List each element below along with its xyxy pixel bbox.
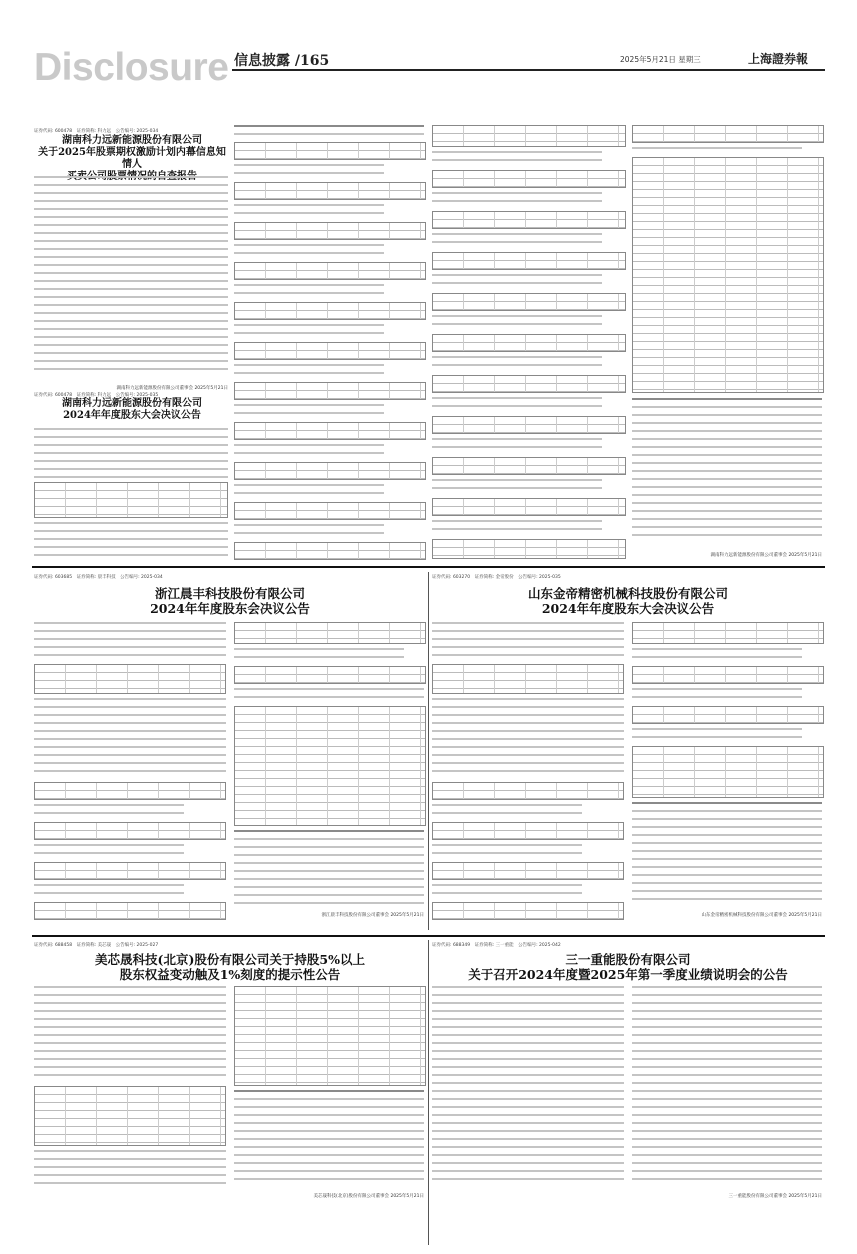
resolution-title bbox=[234, 324, 384, 340]
masthead: Disclosure bbox=[34, 46, 229, 89]
issue-date: 2025年5月21日 星期三 bbox=[620, 55, 701, 64]
resolution-title bbox=[234, 524, 384, 540]
data-table bbox=[234, 262, 426, 280]
vote-table bbox=[632, 157, 824, 393]
data-table bbox=[432, 457, 626, 475]
header-rule bbox=[232, 69, 825, 71]
data-table bbox=[34, 782, 226, 800]
article-body bbox=[632, 986, 822, 1186]
section-title: 信息披露 /165 bbox=[234, 53, 330, 69]
data-table bbox=[234, 342, 426, 360]
data-table bbox=[432, 252, 626, 270]
data-table bbox=[234, 382, 426, 400]
signature: 浙江晨丰科技股份有限公司董事会 2025年5月21日 bbox=[321, 913, 424, 918]
article-body bbox=[632, 802, 822, 910]
data-table bbox=[234, 302, 426, 320]
resolution-title bbox=[632, 648, 802, 664]
signature: 三一重能股份有限公司董事会 2025年5月21日 bbox=[728, 1194, 822, 1199]
data-table bbox=[432, 862, 624, 880]
data-table bbox=[632, 706, 824, 724]
data-table bbox=[432, 902, 624, 920]
resolution-title bbox=[432, 356, 602, 372]
resolution-title bbox=[432, 804, 582, 820]
article-body bbox=[34, 428, 228, 480]
data-table bbox=[34, 664, 226, 694]
section-divider-top bbox=[32, 566, 825, 568]
data-table bbox=[34, 902, 226, 920]
resolution-title bbox=[34, 884, 184, 900]
data-table bbox=[234, 542, 426, 560]
resolution-title bbox=[432, 315, 602, 331]
data-table bbox=[234, 502, 426, 520]
resolution-title bbox=[234, 648, 404, 664]
data-table bbox=[432, 782, 624, 800]
data-table bbox=[34, 1086, 226, 1146]
data-table bbox=[234, 422, 426, 440]
resolution-title bbox=[432, 151, 602, 167]
resolution-title bbox=[432, 192, 602, 208]
article-body bbox=[34, 522, 228, 562]
resolution-title bbox=[234, 244, 384, 260]
article-title-1: 湖南科力远新能源股份有限公司 关于2025年股票期权激励计划内幕信息知情人 bbox=[38, 135, 226, 170]
signature: 山东金帝精密机械科技股份有限公司董事会 2025年5月21日 bbox=[701, 913, 822, 918]
data-table bbox=[234, 986, 426, 1086]
article-body bbox=[34, 622, 226, 662]
article-title-3: 浙江晨丰科技股份有限公司 2024年年度股东会决议公告 bbox=[150, 586, 310, 616]
resolution-title bbox=[234, 284, 384, 300]
resolution-title bbox=[234, 364, 384, 380]
data-table bbox=[432, 539, 626, 559]
data-table bbox=[34, 482, 228, 518]
data-table bbox=[234, 462, 426, 480]
resolution-title bbox=[234, 484, 384, 500]
article-body bbox=[234, 1090, 424, 1186]
data-table bbox=[34, 862, 226, 880]
resolution-title bbox=[234, 688, 424, 704]
data-table bbox=[632, 125, 824, 143]
resolution-title bbox=[234, 164, 384, 180]
data-table bbox=[432, 416, 626, 434]
article-body bbox=[34, 698, 226, 778]
article-title-6: 三一重能股份有限公司 关于召开2024年度暨2025年第一季度业绩说明会的公告 bbox=[468, 952, 788, 982]
signature: 美芯晟科技(北京)股份有限公司董事会 2025年5月21日 bbox=[313, 1194, 424, 1199]
article-title-5: 美芯晟科技(北京)股份有限公司关于持股5%以上 股东权益变动触及1%刻度的提示性公告 bbox=[95, 952, 365, 982]
resolution-title bbox=[632, 728, 802, 744]
column-divider bbox=[428, 572, 429, 930]
signature: 湖南科力远新能源股份有限公司董事会 2025年5月21日 bbox=[116, 386, 228, 391]
article-body bbox=[34, 176, 228, 381]
data-table bbox=[432, 664, 624, 694]
resolution-title bbox=[432, 233, 602, 249]
article-body bbox=[34, 986, 226, 1082]
stock-code-line: 证券代码: 603270 证券简称: 金帝股份 公告编号: 2025-035 bbox=[432, 575, 561, 580]
data-table bbox=[432, 498, 626, 516]
article-body bbox=[34, 1150, 226, 1190]
data-table bbox=[234, 222, 426, 240]
resolution-title bbox=[632, 147, 802, 155]
resolution-title bbox=[234, 204, 384, 220]
stock-code-line: 证券代码: 603685 证券简称: 晨丰科技 公告编号: 2025-034 bbox=[34, 575, 163, 580]
resolution-title bbox=[432, 520, 602, 536]
resolution-title bbox=[432, 274, 602, 290]
data-table bbox=[632, 622, 824, 644]
data-table bbox=[432, 125, 626, 147]
section-divider-bottom bbox=[32, 935, 825, 937]
data-table bbox=[432, 211, 626, 229]
resolution-title bbox=[432, 397, 602, 413]
resolution-title bbox=[432, 438, 602, 454]
section-heading bbox=[234, 125, 424, 139]
article-body bbox=[432, 986, 624, 1186]
data-table bbox=[432, 375, 626, 393]
data-table bbox=[234, 666, 426, 684]
resolution-title bbox=[234, 444, 384, 460]
article-title-2: 湖南科力远新能源股份有限公司 2024年年度股东大会决议公告 bbox=[62, 398, 202, 421]
data-table bbox=[234, 142, 426, 160]
article-body bbox=[432, 622, 624, 662]
resolution-title bbox=[432, 884, 582, 900]
data-table bbox=[234, 622, 426, 644]
stock-code-line: 证券代码: 688349 证券简称: 三一重能 公告编号: 2025-042 bbox=[432, 943, 561, 948]
vote-table bbox=[234, 706, 426, 826]
data-table bbox=[432, 822, 624, 840]
stock-code-line: 证券代码: 688458 证券简称: 美芯晟 公告编号: 2025-027 bbox=[34, 943, 159, 948]
article-body bbox=[632, 398, 822, 548]
resolution-title bbox=[432, 479, 602, 495]
newspaper-name: 上海證券報 bbox=[748, 52, 809, 66]
data-table bbox=[432, 293, 626, 311]
resolution-title bbox=[34, 804, 184, 820]
resolution-title bbox=[34, 844, 184, 860]
vote-table bbox=[632, 746, 824, 798]
data-table bbox=[432, 170, 626, 188]
column-divider bbox=[428, 940, 429, 1245]
data-table bbox=[432, 334, 626, 352]
stock-code-line: 证券代码: 600478 证券简称: 科力远 公告编号: 2025-034 bbox=[34, 129, 159, 134]
data-table bbox=[34, 822, 226, 840]
resolution-title bbox=[432, 844, 582, 860]
article-body bbox=[234, 830, 424, 910]
resolution-title bbox=[234, 404, 384, 420]
signature: 湖南科力远新能源股份有限公司董事会 2025年5月21日 bbox=[710, 553, 822, 558]
article-body bbox=[432, 698, 624, 778]
data-table bbox=[632, 666, 824, 684]
data-table bbox=[234, 182, 426, 200]
resolution-title bbox=[632, 688, 802, 704]
stock-code-line: 证券代码: 600478 证券简称: 科力远 公告编号: 2025-035 bbox=[34, 393, 159, 398]
article-title-4: 山东金帝精密机械科技股份有限公司 2024年年度股东大会决议公告 bbox=[527, 586, 728, 616]
